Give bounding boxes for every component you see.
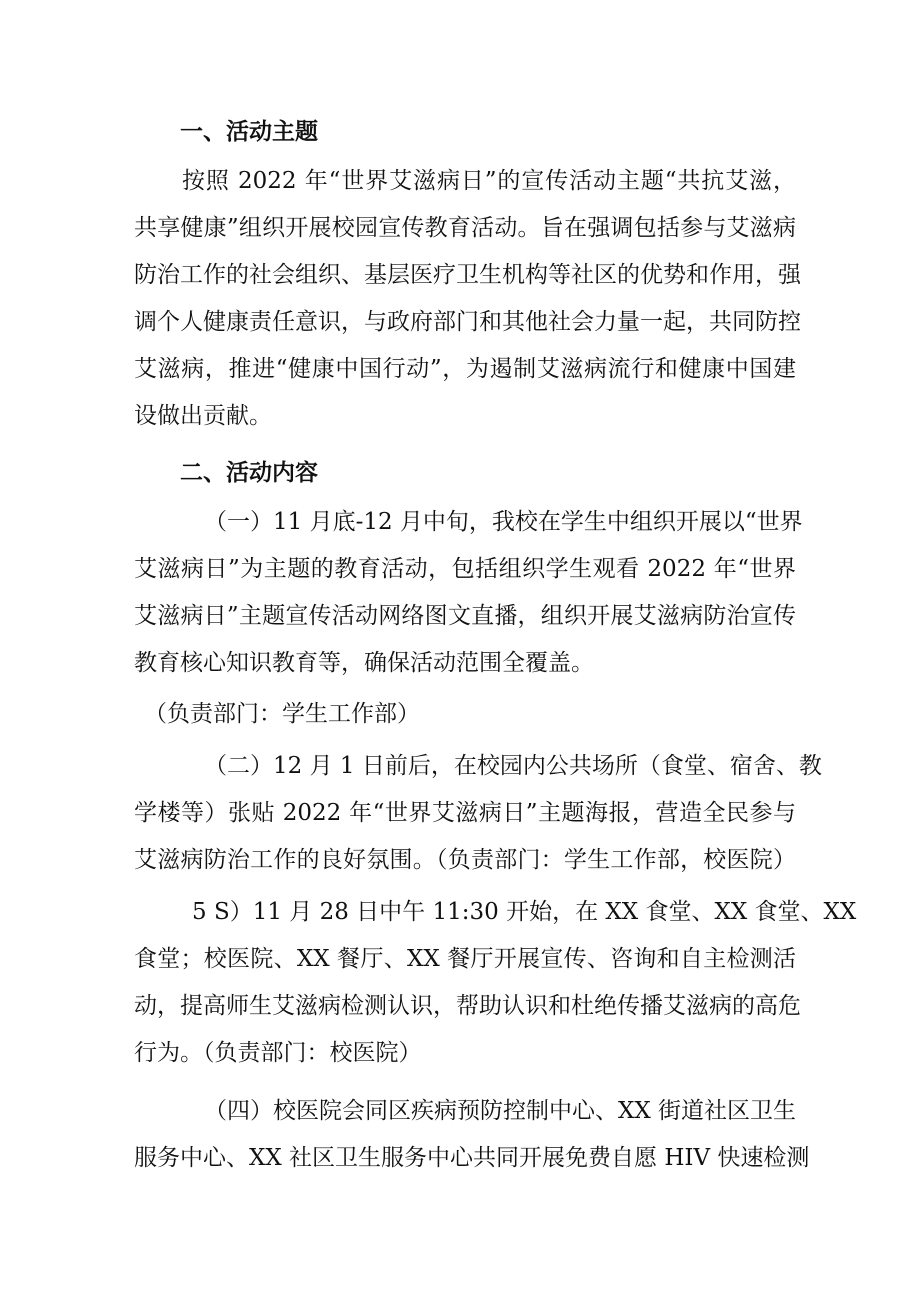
paragraph-line: 设做出贡献。 [134, 403, 272, 429]
responsible-department: （负责部门：学生工作部） [144, 701, 420, 727]
paragraph-line: 5 S）11 月 28 日中午 11:30 开始，在 XX 食堂、XX 食堂、XX [192, 899, 857, 925]
paragraph-line: 艾滋病，推进“健康中国行动”，为遏制艾滋病流行和健康中国建 [134, 356, 796, 382]
paragraph-line: 服务中心、XX 社区卫生服务中心共同开展免费自愿 HIV 快速检测 [134, 1145, 810, 1171]
paragraph-line: 艾滋病防治工作的良好氛围。（负责部门：学生工作部，校医院） [134, 847, 796, 873]
paragraph-line: 共享健康”组织开展校园宣传教育活动。旨在强调包括参与艾滋病 [134, 215, 796, 241]
paragraph-line: 学楼等）张贴 2022 年“世界艾滋病日”主题海报，营造全民参与 [134, 800, 796, 826]
paragraph-line: 教育核心知识教育等，确保活动范围全覆盖。 [134, 650, 594, 676]
paragraph-line: 食堂；校医院、XX 餐厅、XX 餐厅开展宣传、咨询和自主检测活 [134, 946, 796, 972]
paragraph-line: 动，提高师生艾滋病检测认识，帮助认识和杜绝传播艾滋病的高危 [134, 993, 801, 1019]
paragraph-line: （二）12 月 1 日前后，在校园内公共场所（食堂、宿舍、教 [204, 753, 822, 779]
paragraph-line: 防治工作的社会组织、基层医疗卫生机构等社区的优势和作用，强 [134, 262, 801, 288]
paragraph-line: 行为。（负责部门：校医院） [134, 1040, 422, 1066]
paragraph-line: 调个人健康责任意识，与政府部门和其他社会力量一起，共同防控 [134, 309, 801, 335]
paragraph-line: 艾滋病日”主题宣传活动网络图文直播，组织开展艾滋病防治宣传 [134, 603, 796, 629]
paragraph-line: 艾滋病日”为主题的教育活动，包括组织学生观看 2022 年“世界 [134, 556, 796, 582]
paragraph-line: （一）11 月底-12 月中旬，我校在学生中组织开展以“世界 [204, 509, 803, 535]
paragraph-line: 按照 2022 年“世界艾滋病日”的宣传活动主题“共抗艾滋， [182, 168, 796, 194]
section-heading-1: 一、活动主题 [180, 119, 318, 145]
paragraph-line: （四）校医院会同区疾病预防控制中心、XX 街道社区卫生 [204, 1098, 797, 1124]
section-heading-2: 二、活动内容 [180, 460, 318, 486]
